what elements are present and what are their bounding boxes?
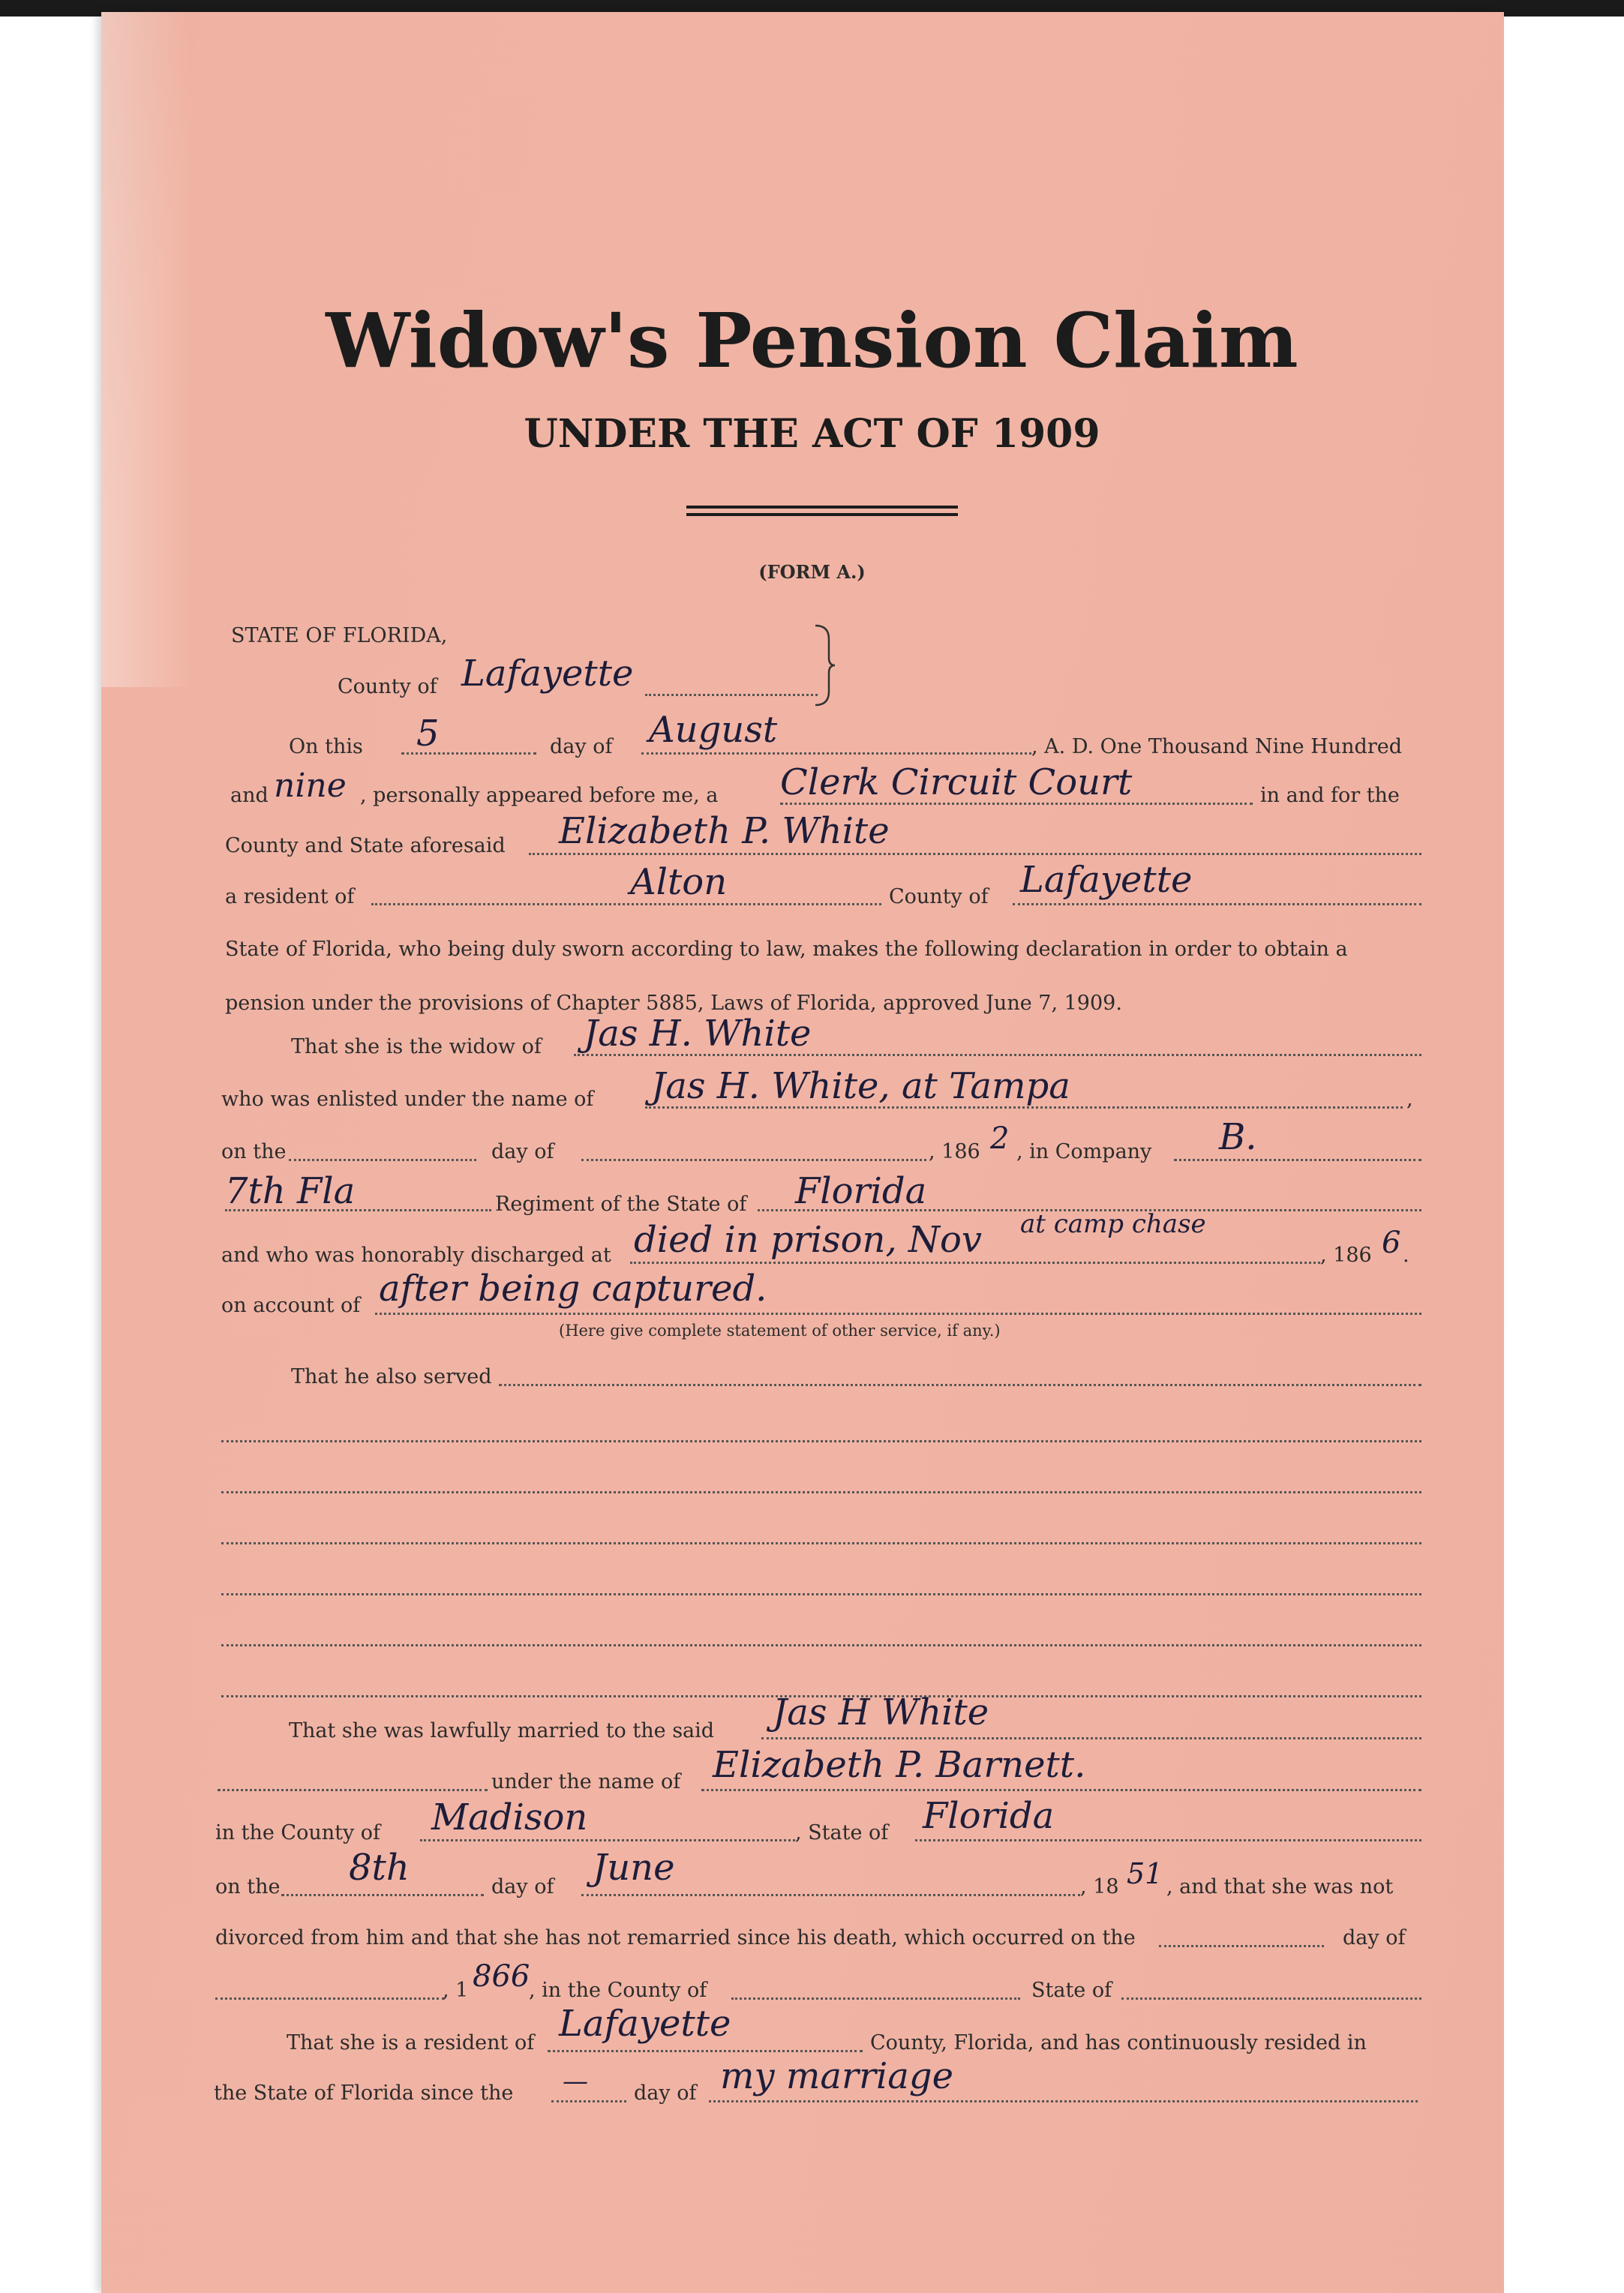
l4-place-line bbox=[371, 903, 881, 905]
l1-day-handwritten: 5 bbox=[416, 713, 440, 755]
l26-county-handwritten: Lafayette bbox=[559, 2003, 731, 2045]
l23-not: , and that she was not bbox=[1166, 1875, 1394, 1898]
l9-company-handwritten: B. bbox=[1219, 1116, 1257, 1158]
l4-county-line bbox=[1013, 903, 1421, 905]
l21-under-name: under the name of bbox=[491, 1770, 681, 1793]
bracket-icon bbox=[814, 624, 836, 707]
title-rule-bottom bbox=[686, 513, 958, 516]
l2-and: and bbox=[230, 784, 269, 807]
l25-state-line bbox=[1121, 1997, 1421, 2000]
l23-on-the: on the bbox=[215, 1875, 281, 1898]
l3-line bbox=[529, 853, 1421, 855]
l27-day-of: day of bbox=[634, 2081, 697, 2105]
l25-state: State of bbox=[1031, 1979, 1112, 2002]
l12-line bbox=[375, 1313, 1421, 1315]
l25-county-line bbox=[731, 1997, 1020, 2000]
l23-month-handwritten: June bbox=[593, 1847, 675, 1889]
l7-name-handwritten: Jas H. White bbox=[584, 1013, 812, 1055]
l9-186: , 186 bbox=[929, 1140, 980, 1163]
l23-18: , 18 bbox=[1080, 1875, 1119, 1898]
l24-divorced: divorced from him and that she has not remarried since his death, which occurred on the bbox=[215, 1926, 1136, 1949]
l23-month-line bbox=[581, 1894, 1080, 1896]
l22-state-line bbox=[915, 1839, 1421, 1841]
l12-note: (Here give complete statement of other service, if any.) bbox=[559, 1322, 1001, 1340]
l25-year-handwritten: 866 bbox=[473, 1959, 530, 1994]
l9-month-line bbox=[581, 1159, 926, 1161]
l26-county-line bbox=[548, 2050, 863, 2052]
l24-line bbox=[1159, 1945, 1324, 1947]
l13-line bbox=[499, 1384, 1421, 1386]
l9-year-digit: 2 bbox=[990, 1121, 1010, 1156]
l11-line bbox=[630, 1262, 1320, 1264]
l9-day-of: day of bbox=[491, 1140, 554, 1163]
county-label: County of bbox=[338, 675, 437, 698]
l3-name-handwritten: Elizabeth P. White bbox=[559, 810, 890, 852]
l27-line bbox=[709, 2100, 1418, 2102]
form-label: (FORM A.) bbox=[758, 561, 866, 583]
l12-reason-handwritten: after being captured. bbox=[379, 1268, 767, 1310]
l26-continuous: County, Florida, and has continuously resided in bbox=[870, 2031, 1367, 2054]
l11-note-handwritten: at camp chase bbox=[1020, 1209, 1206, 1239]
l21-name-handwritten: Elizabeth P. Barnett. bbox=[713, 1744, 1086, 1786]
l23-year-digit: 51 bbox=[1127, 1857, 1163, 1890]
l11-year-digit: 6 bbox=[1382, 1226, 1401, 1260]
l20-line bbox=[761, 1737, 1421, 1739]
l22-county-of: in the County of bbox=[215, 1821, 381, 1844]
l1-month-handwritten: August bbox=[649, 709, 778, 751]
l8-name-handwritten: Jas H. White, at Tampa bbox=[651, 1065, 1070, 1107]
l9-company: , in Company bbox=[1016, 1140, 1152, 1163]
l1-ad-text: , A. D. One Thousand Nine Hundred bbox=[1031, 735, 1403, 758]
l5-declaration: State of Florida, who being duly sworn according to law, makes the following declaration in order to obtain a bbox=[225, 938, 1348, 961]
l23-day-of: day of bbox=[491, 1875, 554, 1898]
document-subtitle: UNDER THE ACT OF 1909 bbox=[524, 411, 1100, 457]
document-title: Widow's Pension Claim bbox=[326, 296, 1298, 385]
l20-married-to: That she was lawfully married to the said bbox=[289, 1719, 715, 1742]
l26-resident: That she is a resident of bbox=[287, 2031, 535, 2054]
blank-line-5 bbox=[221, 1644, 1421, 1646]
l9-company-line bbox=[1174, 1159, 1421, 1161]
county-dotted-line bbox=[645, 694, 818, 696]
l11-186: , 186 bbox=[1320, 1244, 1372, 1267]
l4-place-handwritten: Alton bbox=[630, 861, 728, 903]
l27-day-line bbox=[551, 2100, 626, 2102]
l10-regiment-of: Regiment of the State of bbox=[495, 1193, 747, 1216]
l13-also-served: That he also served bbox=[291, 1365, 492, 1388]
l7-line bbox=[574, 1054, 1421, 1056]
l9-day-line bbox=[289, 1159, 476, 1161]
l2-officer-line bbox=[780, 803, 1253, 805]
l22-county-line bbox=[420, 1839, 795, 1841]
l4-resident-of: a resident of bbox=[225, 885, 355, 908]
l3-county-state: County and State aforesaid bbox=[225, 834, 506, 857]
l22-state-of: , State of bbox=[795, 1821, 889, 1844]
l12-on-account: on account of bbox=[221, 1294, 361, 1317]
l24-day-of: day of bbox=[1343, 1926, 1406, 1949]
l2-in-and-for: in and for the bbox=[1260, 784, 1400, 807]
l11-discharged: and who was honorably discharged at bbox=[221, 1244, 611, 1267]
l2-officer-handwritten: Clerk Circuit Court bbox=[780, 761, 1133, 803]
l2-appeared: , personally appeared before me, a bbox=[360, 784, 719, 807]
l1-month-line bbox=[641, 752, 1031, 755]
l11-end: . bbox=[1403, 1244, 1409, 1267]
l6-chapter: pension under the provisions of Chapter 5885, Laws of Florida, approved June 7, 1909. bbox=[225, 992, 1122, 1015]
county-handwritten: Lafayette bbox=[461, 653, 634, 695]
blank-line-1 bbox=[221, 1440, 1421, 1442]
l4-county-handwritten: Lafayette bbox=[1020, 859, 1193, 901]
l25-1: , 1 bbox=[443, 1979, 469, 2002]
l1-day-of: day of bbox=[550, 735, 613, 758]
l27-since: the State of Florida since the bbox=[214, 2081, 514, 2105]
l21-lead-line bbox=[218, 1789, 488, 1791]
l8-line bbox=[645, 1106, 1403, 1109]
l22-state-handwritten: Florida bbox=[923, 1795, 1055, 1837]
l8-comma: , bbox=[1406, 1088, 1413, 1111]
blank-line-2 bbox=[221, 1491, 1421, 1493]
l10-regiment-line bbox=[225, 1209, 491, 1211]
l10-regiment-handwritten: 7th Fla bbox=[225, 1170, 356, 1212]
l23-day-handwritten: 8th bbox=[349, 1847, 410, 1889]
l1-on-this: On this bbox=[289, 735, 363, 758]
l22-county-handwritten: Madison bbox=[431, 1796, 588, 1838]
l1-day-line bbox=[401, 752, 536, 755]
blank-line-3 bbox=[221, 1542, 1421, 1544]
l25-lead-line bbox=[215, 1997, 444, 2000]
l27-text-handwritten: my marriage bbox=[720, 2055, 954, 2097]
l7-widow-of: That she is the widow of bbox=[291, 1035, 542, 1058]
l4-county-of: County of bbox=[889, 885, 989, 908]
l27-dash: — bbox=[563, 2066, 588, 2096]
l25-county: , in the County of bbox=[529, 1979, 707, 2002]
state-heading: STATE OF FLORIDA, bbox=[231, 624, 448, 647]
l10-state-handwritten: Florida bbox=[795, 1170, 927, 1212]
l8-enlisted: who was enlisted under the name of bbox=[221, 1088, 594, 1111]
l11-place-handwritten: died in prison, Nov bbox=[634, 1219, 982, 1261]
l20-name-handwritten: Jas H White bbox=[773, 1691, 989, 1733]
title-rule-top bbox=[686, 506, 958, 509]
l9-on-the: on the bbox=[221, 1140, 287, 1163]
l23-day-line bbox=[281, 1894, 484, 1896]
blank-line-4 bbox=[221, 1593, 1421, 1595]
l2-year-handwritten: nine bbox=[274, 767, 347, 805]
l21-line bbox=[701, 1789, 1421, 1791]
